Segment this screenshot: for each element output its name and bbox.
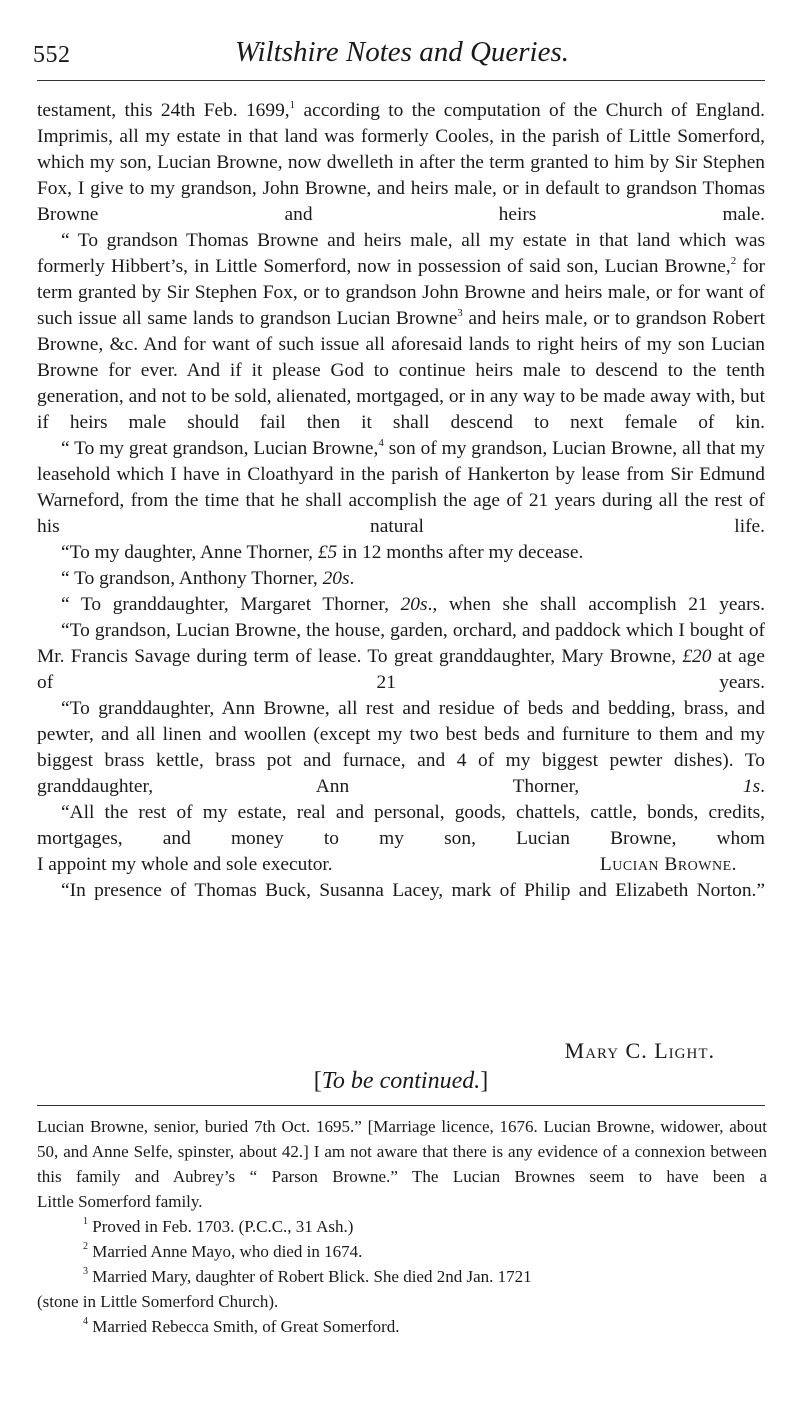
running-header bbox=[33, 28, 767, 72]
continued-note: [To be continued.] bbox=[313, 1068, 489, 1094]
footnote: $^2$ Married Anne Mayo, who died in 1674. bbox=[83, 1241, 363, 1261]
footnote-continuation: (stone in Little Somerford Church). bbox=[37, 1292, 279, 1311]
footnote-ref-2: 2 bbox=[730, 254, 737, 267]
paragraph: “In presence of Thomas Buck, Susanna Lacey, mark of Philip and Elizabeth Norton.” bbox=[61, 880, 765, 901]
note-text-end: Little Somerford family. bbox=[37, 1192, 203, 1211]
footnote-ref-3: 3 bbox=[457, 306, 463, 319]
page bbox=[33, 0, 767, 1412]
note-text: Lucian Browne, senior, buried 7th Oct. 1695.” [Marriage licence, 1676. Lucian Browne, widower, about 50, and Anne Selfe, spinster, about 42.] I am not aware that there is any evidence of a connexion between this family and Aubrey’s “ Parson Browne.” The Lucian Brownes seem to have been a bbox=[37, 1117, 767, 1186]
footnote-ref-4: 4 bbox=[378, 436, 384, 449]
footnote-ref-1: 1 bbox=[289, 98, 296, 111]
testator-signature: Lucian Browne. bbox=[599, 854, 737, 875]
paragraph: “To my daughter, Anne Thorner, £5 in 12 months after my decease. bbox=[61, 542, 584, 563]
paragraph: “To granddaughter, Ann Browne, all rest and residue of beds and bedding, brass, and pewter, and all linen and woollen (except my two best beds and furniture to them and my biggest brass kettle, brass pot and furnace, and 4 of my biggest pewter dishes). To granddaughter, Ann Thorner, 1s. bbox=[37, 698, 765, 797]
footnote: $^4$ Married Rebecca Smith, of Great Somerford. bbox=[83, 1316, 400, 1336]
footnotes bbox=[37, 1114, 767, 1339]
author-signature: Mary C. Light. bbox=[564, 1038, 715, 1063]
executor-line bbox=[37, 852, 765, 878]
paragraph: testament, this 24th Feb. 1699,$^1$ according to the computation of the Church of England. Imprimis, all my estate in that land was formerly Cooles, in the parish of Little Somerford, which my son, Lucian Browne, now dwelleth in after the term granted to him by Sir Stephen Fox, I give to my grandson, John Browne, and heirs male, or in default to grandson Thomas Browne and heirs male. bbox=[37, 98, 765, 225]
page-number: 552 bbox=[33, 42, 71, 68]
paragraph: “ To granddaughter, Margaret Thorner, 20s., when she shall accomplish 21 years. bbox=[61, 594, 765, 615]
footnote-rule bbox=[37, 1105, 765, 1106]
footnote: $^1$ Proved in Feb. 1703. (P.C.C., 31 Ash.) bbox=[83, 1216, 354, 1236]
body-text bbox=[37, 98, 765, 904]
header-rule bbox=[37, 80, 765, 81]
paragraph: “All the rest of my estate, real and personal, goods, chattels, cattle, bonds, credits, mortgages, and money to my son, Lucian Browne, whom bbox=[37, 802, 765, 849]
running-title: Wiltshire Notes and Queries. bbox=[234, 36, 570, 68]
paragraph: “ To my great grandson, Lucian Browne,$^4$ son of my grandson, Lucian Browne, all that my leasehold which I have in Cloathyard in the parish of Hankerton by lease from Sir Edmund Warneford, from the time that he shall accomplish the age of 21 years during all the rest of his natural life. bbox=[37, 436, 765, 537]
paragraph: “ To grandson Thomas Browne and heirs male, all my estate in that land which was formerly Hibbert’s, in Little Somerford, now in possession of said son, Lucian Browne,$^2$ for term granted by Sir Stephen Fox, or to grandson John Browne and heirs male, or for want of such issue all same lands to grandson Lucian Browne$^3$ and heirs male, or to grandson Robert Browne, &c. And for want of such issue all aforesaid lands to right heirs of my son Lucian Browne for ever. And if it please God to continue heirs male to descend to the tenth generation, and not to be sold, alienated, mortgaged, or in any way to be made away with, but if heirs male should fail then it shall descend to next female of kin. bbox=[37, 230, 765, 433]
paragraph: “To grandson, Lucian Browne, the house, garden, orchard, and paddock which I bought of Mr. Francis Savage during term of lease. To great granddaughter, Mary Browne, £20 at age of 21 years. bbox=[37, 620, 765, 693]
paragraph: “ To grandson, Anthony Thorner, 20s. bbox=[61, 568, 355, 589]
footnote: $^3$ Married Mary, daughter of Robert Blick. She died 2nd Jan. 1721 bbox=[83, 1266, 532, 1286]
executor-text: I appoint my whole and sole executor. bbox=[37, 854, 333, 875]
